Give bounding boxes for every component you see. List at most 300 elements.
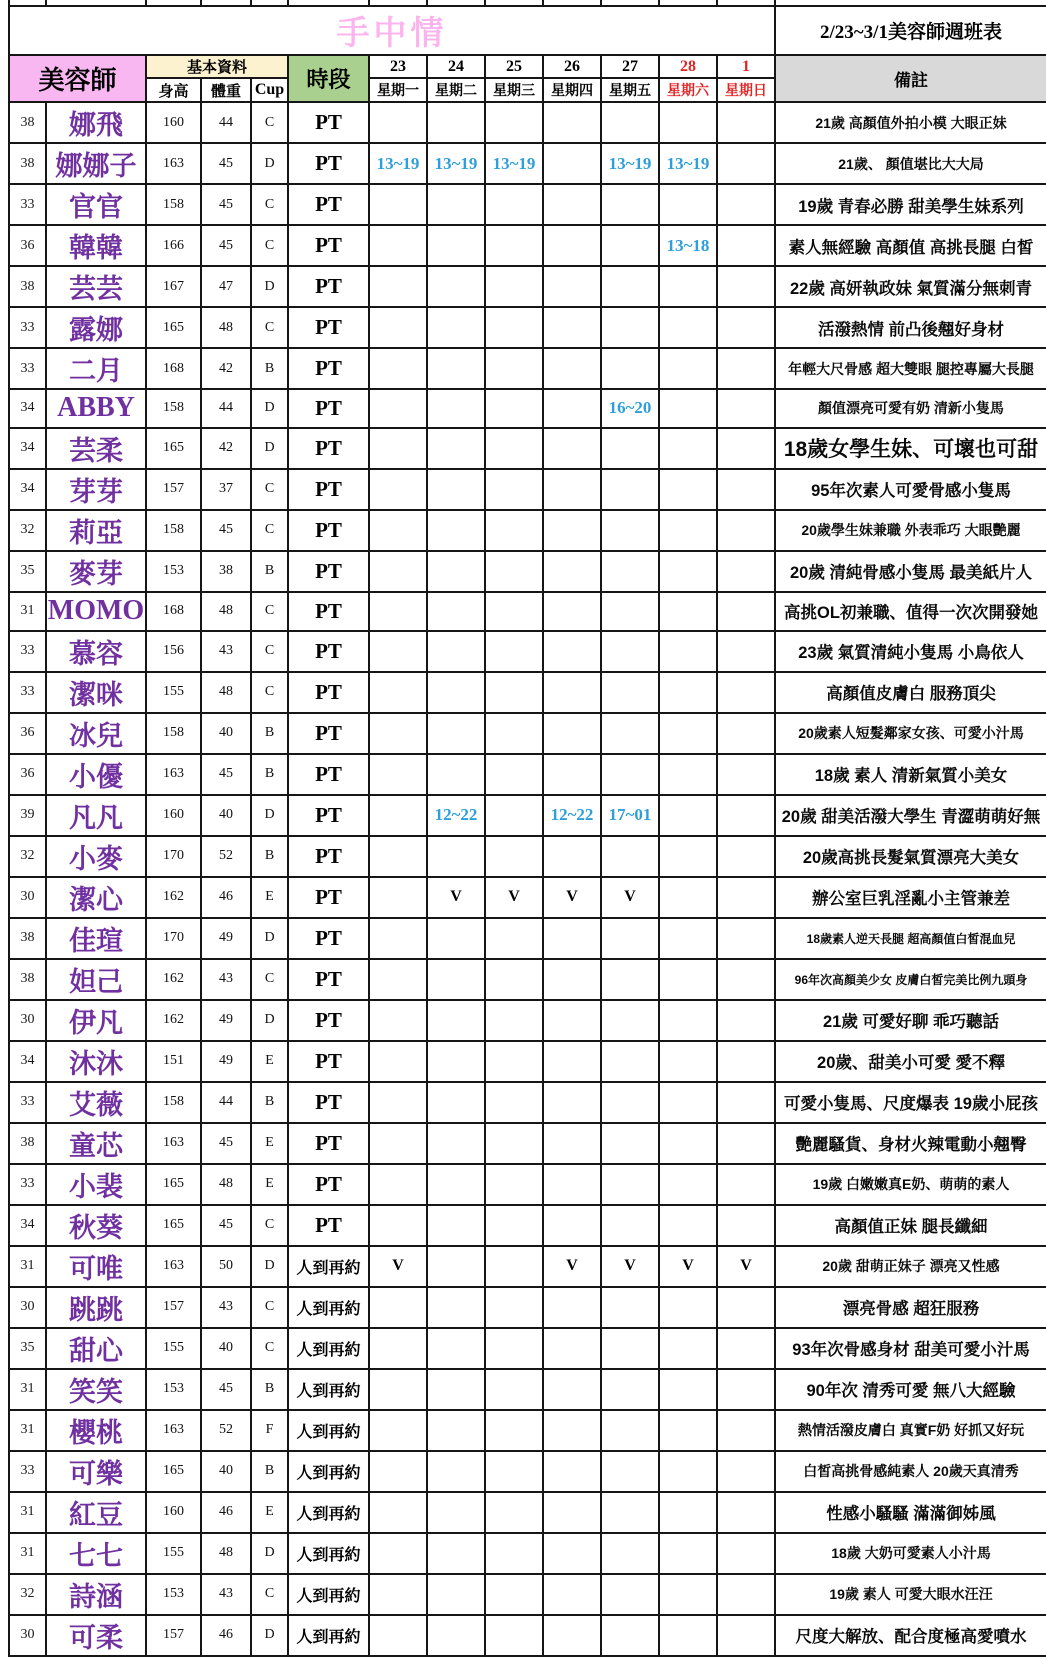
cup-value: F (251, 1410, 288, 1451)
roster-number: 34 (9, 469, 46, 510)
schedule-cell-day4 (543, 1287, 601, 1328)
schedule-cell-day3 (485, 1492, 543, 1533)
beautician-name: 露娜 (46, 307, 146, 348)
height-value: 160 (146, 795, 201, 836)
schedule-cell-day3 (485, 348, 543, 389)
schedule-cell-day4 (543, 143, 601, 184)
schedule-cell-day6 (659, 1410, 717, 1451)
height-value: 163 (146, 754, 201, 795)
beautician-name: 童芯 (46, 1123, 146, 1164)
beautician-name: 凡凡 (46, 795, 146, 836)
schedule-cell-day7 (717, 1369, 775, 1410)
note-text: 90年次 清秀可愛 無八大經驗 (775, 1369, 1046, 1410)
weight-value: 43 (201, 1287, 251, 1328)
timeslot-label: 人到再約 (288, 1246, 369, 1287)
cup-value: D (251, 918, 288, 959)
roster-number: 32 (9, 510, 46, 551)
schedule-cell-day3 (485, 1205, 543, 1246)
title-row (9, 6, 1046, 55)
column-header-basic-info: 基本資料 (146, 55, 288, 78)
timeslot-label: 人到再約 (288, 1451, 369, 1492)
note-text: 19歲 白嫩嫩真E奶、萌萌的素人 (775, 1164, 1046, 1205)
schedule-cell-day3: V (485, 877, 543, 918)
schedule-cell-day1 (369, 754, 427, 795)
schedule-cell-day2 (427, 510, 485, 551)
schedule-cell-day2: 13~19 (427, 143, 485, 184)
schedule-cell-day3 (485, 1410, 543, 1451)
schedule-cell-day7 (717, 1533, 775, 1574)
note-text: 95年次素人可愛骨感小隻馬 (775, 469, 1046, 510)
schedule-cell-day3 (485, 836, 543, 877)
roster-number: 38 (9, 266, 46, 307)
schedule-cell-day3 (485, 1287, 543, 1328)
schedule-cell-day3 (485, 469, 543, 510)
schedule-cell-day4: V (543, 877, 601, 918)
height-value: 163 (146, 1246, 201, 1287)
note-text: 白皙高挑骨感純素人 20歲天真清秀 (775, 1451, 1046, 1492)
schedule-cell-day2 (427, 1041, 485, 1082)
beautician-name: 麥芽 (46, 551, 146, 592)
schedule-cell-day2 (427, 102, 485, 143)
schedule-cell-day6 (659, 1287, 717, 1328)
schedule-cell-day3 (485, 795, 543, 836)
height-value: 155 (146, 1533, 201, 1574)
schedule-cell-day4 (543, 713, 601, 754)
note-text: 18歲女學生妹、可壞也可甜 (775, 428, 1046, 469)
schedule-cell-day1 (369, 469, 427, 510)
note-text: 22歲 高妍執政妹 氣質滿分無刺青 (775, 266, 1046, 307)
schedule-cell-day6 (659, 1164, 717, 1205)
schedule-cell-day6 (659, 1492, 717, 1533)
schedule-cell-day6: 13~19 (659, 143, 717, 184)
schedule-cell-day4 (543, 754, 601, 795)
cup-value: B (251, 1369, 288, 1410)
schedule-cell-day5 (601, 307, 659, 348)
schedule-cell-day7 (717, 551, 775, 592)
schedule-cell-day6 (659, 918, 717, 959)
schedule-cell-day3 (485, 389, 543, 428)
table-row (9, 1615, 1046, 1656)
schedule-cell-day1 (369, 1451, 427, 1492)
beautician-name: 娜娜子 (46, 143, 146, 184)
table-row (9, 1041, 1046, 1082)
schedule-cell-day3 (485, 592, 543, 631)
schedule-cell-day6 (659, 1328, 717, 1369)
cup-value: C (251, 672, 288, 713)
schedule-cell-day4 (543, 592, 601, 631)
schedule-cell-day4 (543, 510, 601, 551)
schedule-cell-day4 (543, 1123, 601, 1164)
note-text: 尺度大解放、配合度極高愛噴水 (775, 1615, 1046, 1656)
schedule-cell-day1 (369, 1328, 427, 1369)
schedule-cell-day2 (427, 1164, 485, 1205)
schedule-cell-day5 (601, 102, 659, 143)
schedule-cell-day2 (427, 469, 485, 510)
timeslot-label: PT (288, 1164, 369, 1205)
beautician-name: 可樂 (46, 1451, 146, 1492)
table-row (9, 836, 1046, 877)
schedule-cell-day6 (659, 510, 717, 551)
schedule-cell-day2 (427, 1328, 485, 1369)
schedule-cell-day3 (485, 1123, 543, 1164)
table-row (9, 389, 1046, 428)
beautician-name: 芽芽 (46, 469, 146, 510)
column-header-notes: 備註 (775, 55, 1046, 102)
note-text: 辦公室巨乳淫亂小主管兼差 (775, 877, 1046, 918)
schedule-cell-day6 (659, 713, 717, 754)
note-text: 23歲 氣質清純小隻馬 小鳥依人 (775, 631, 1046, 672)
schedule-cell-day5 (601, 713, 659, 754)
note-text: 20歲學生妹兼職 外表乖巧 大眼艷麗 (775, 510, 1046, 551)
schedule-cell-day2 (427, 631, 485, 672)
roster-number: 33 (9, 1451, 46, 1492)
schedule-cell-day4 (543, 1041, 601, 1082)
header-date-row (9, 55, 1046, 78)
timeslot-label: PT (288, 184, 369, 225)
schedule-cell-day5 (601, 428, 659, 469)
schedule-cell-day5 (601, 1205, 659, 1246)
roster-number: 35 (9, 551, 46, 592)
schedule-cell-day1 (369, 184, 427, 225)
note-text: 19歲 青春必勝 甜美學生妹系列 (775, 184, 1046, 225)
schedule-cell-day2 (427, 1615, 485, 1656)
schedule-cell-day6 (659, 754, 717, 795)
schedule-cell-day3 (485, 631, 543, 672)
table-row (9, 1246, 1046, 1287)
weight-value: 45 (201, 1369, 251, 1410)
schedule-cell-day1 (369, 1492, 427, 1533)
height-value: 153 (146, 1574, 201, 1615)
table-row (9, 102, 1046, 143)
schedule-cell-day4 (543, 1328, 601, 1369)
table-row (9, 1451, 1046, 1492)
schedule-cell-day6 (659, 959, 717, 1000)
schedule-cell-day7 (717, 1492, 775, 1533)
schedule-cell-day4 (543, 1164, 601, 1205)
schedule-cell-day6 (659, 1533, 717, 1574)
schedule-cell-day5: 16~20 (601, 389, 659, 428)
column-header-cup: Cup (251, 78, 288, 102)
schedule-cell-day5 (601, 469, 659, 510)
timeslot-label: 人到再約 (288, 1410, 369, 1451)
cup-value: C (251, 225, 288, 266)
weekday-wed: 星期三 (485, 78, 543, 102)
schedule-cell-day2 (427, 836, 485, 877)
schedule-cell-day1 (369, 1205, 427, 1246)
table-row (9, 754, 1046, 795)
schedule-cell-day1 (369, 1615, 427, 1656)
roster-number: 32 (9, 836, 46, 877)
schedule-cell-day3 (485, 1533, 543, 1574)
schedule-cell-day5: 17~01 (601, 795, 659, 836)
timeslot-label: PT (288, 307, 369, 348)
beautician-name: 可柔 (46, 1615, 146, 1656)
height-value: 165 (146, 1164, 201, 1205)
schedule-cell-day5 (601, 1000, 659, 1041)
schedule-cell-day7 (717, 1615, 775, 1656)
cup-value: E (251, 1041, 288, 1082)
schedule-cell-day7 (717, 672, 775, 713)
table-row (9, 959, 1046, 1000)
height-value: 155 (146, 1328, 201, 1369)
height-value: 163 (146, 1123, 201, 1164)
schedule-cell-day1 (369, 1164, 427, 1205)
roster-number: 36 (9, 225, 46, 266)
schedule-cell-day5 (601, 551, 659, 592)
height-value: 167 (146, 266, 201, 307)
schedule-cell-day3 (485, 1082, 543, 1123)
schedule-cell-day7 (717, 713, 775, 754)
roster-number: 30 (9, 1615, 46, 1656)
cup-value: C (251, 1574, 288, 1615)
height-value: 153 (146, 551, 201, 592)
schedule-cell-day2 (427, 266, 485, 307)
schedule-cell-day3 (485, 1451, 543, 1492)
schedule-cell-day7 (717, 143, 775, 184)
schedule-cell-day1 (369, 1123, 427, 1164)
beautician-name: 笑笑 (46, 1369, 146, 1410)
schedule-cell-day2 (427, 592, 485, 631)
schedule-cell-day6 (659, 592, 717, 631)
day-date-fri: 27 (601, 55, 659, 78)
beautician-name: 佳瑄 (46, 918, 146, 959)
beautician-name: 潔心 (46, 877, 146, 918)
schedule-cell-day4 (543, 551, 601, 592)
schedule-cell-day3 (485, 918, 543, 959)
weight-value: 42 (201, 348, 251, 389)
schedule-cell-day5 (601, 225, 659, 266)
beautician-name: 潔咪 (46, 672, 146, 713)
schedule-cell-day6 (659, 102, 717, 143)
height-value: 163 (146, 143, 201, 184)
schedule-cell-day5 (601, 918, 659, 959)
cup-value: B (251, 551, 288, 592)
timeslot-label: PT (288, 102, 369, 143)
schedule-cell-day6 (659, 1615, 717, 1656)
beautician-name: 跳跳 (46, 1287, 146, 1328)
note-text: 高顏值皮膚白 服務頂尖 (775, 672, 1046, 713)
schedule-cell-day6: V (659, 1246, 717, 1287)
roster-number: 36 (9, 713, 46, 754)
beautician-name: 紅豆 (46, 1492, 146, 1533)
timeslot-label: PT (288, 510, 369, 551)
note-text: 可愛小隻馬、尺度爆表 19歲小屁孩 (775, 1082, 1046, 1123)
weight-value: 48 (201, 1533, 251, 1574)
schedule-cell-day1 (369, 592, 427, 631)
weight-value: 43 (201, 959, 251, 1000)
table-row (9, 1082, 1046, 1123)
cup-value: B (251, 713, 288, 754)
roster-number: 31 (9, 1246, 46, 1287)
schedule-cell-day5: 13~19 (601, 143, 659, 184)
cup-value: C (251, 1287, 288, 1328)
note-text: 21歲 可愛好聊 乖巧聽話 (775, 1000, 1046, 1041)
note-text: 18歲 素人 清新氣質小美女 (775, 754, 1046, 795)
beautician-name: 詩涵 (46, 1574, 146, 1615)
schedule-cell-day3 (485, 713, 543, 754)
schedule-cell-day6 (659, 877, 717, 918)
schedule-cell-day7 (717, 1205, 775, 1246)
height-value: 153 (146, 1369, 201, 1410)
schedule-cell-day2 (427, 672, 485, 713)
cup-value: B (251, 754, 288, 795)
schedule-cell-day7 (717, 1574, 775, 1615)
schedule-cell-day7 (717, 510, 775, 551)
note-text: 年輕大尺骨感 超大雙眼 腿控專屬大長腿 (775, 348, 1046, 389)
beautician-name: 芸柔 (46, 428, 146, 469)
schedule-cell-day2 (427, 1533, 485, 1574)
schedule-cell-day5 (601, 348, 659, 389)
schedule-cell-day7 (717, 1410, 775, 1451)
schedule-cell-day2 (427, 1451, 485, 1492)
note-text: 93年次骨感身材 甜美可愛小汁馬 (775, 1328, 1046, 1369)
schedule-cell-day4 (543, 1082, 601, 1123)
cup-value: E (251, 1123, 288, 1164)
day-date-wed: 25 (485, 55, 543, 78)
schedule-cell-day3 (485, 1615, 543, 1656)
weight-value: 46 (201, 1492, 251, 1533)
timeslot-label: 人到再約 (288, 1287, 369, 1328)
schedule-cell-day5 (601, 1533, 659, 1574)
roster-number: 38 (9, 959, 46, 1000)
height-value: 158 (146, 184, 201, 225)
weekday-tue: 星期二 (427, 78, 485, 102)
roster-number: 32 (9, 1574, 46, 1615)
schedule-cell-day7 (717, 592, 775, 631)
roster-number: 33 (9, 184, 46, 225)
cup-value: C (251, 184, 288, 225)
height-value: 151 (146, 1041, 201, 1082)
schedule-cell-day1 (369, 877, 427, 918)
schedule-cell-day5 (601, 1615, 659, 1656)
weight-value: 45 (201, 143, 251, 184)
schedule-cell-day5 (601, 266, 659, 307)
table-row (9, 1205, 1046, 1246)
schedule-cell-day2 (427, 713, 485, 754)
beautician-name: 小優 (46, 754, 146, 795)
cup-value: B (251, 1451, 288, 1492)
cup-value: D (251, 1533, 288, 1574)
beautician-name: 娜飛 (46, 102, 146, 143)
schedule-cell-day3 (485, 428, 543, 469)
table-row (9, 469, 1046, 510)
schedule-cell-day2 (427, 551, 485, 592)
table-row (9, 1287, 1046, 1328)
timeslot-label: PT (288, 1000, 369, 1041)
column-header-beautician: 美容師 (9, 55, 146, 102)
schedule-cell-day7 (717, 631, 775, 672)
weight-value: 43 (201, 1574, 251, 1615)
weight-value: 49 (201, 1000, 251, 1041)
cup-value: C (251, 469, 288, 510)
roster-number: 30 (9, 877, 46, 918)
cup-value: C (251, 510, 288, 551)
cup-value: B (251, 1082, 288, 1123)
schedule-cell-day3 (485, 959, 543, 1000)
cup-value: E (251, 877, 288, 918)
beautician-name: 芸芸 (46, 266, 146, 307)
height-value: 162 (146, 959, 201, 1000)
height-value: 155 (146, 672, 201, 713)
cup-value: C (251, 307, 288, 348)
cup-value: C (251, 1328, 288, 1369)
schedule-cell-day2 (427, 1123, 485, 1164)
schedule-cell-day1 (369, 1369, 427, 1410)
timeslot-label: PT (288, 389, 369, 428)
weight-value: 48 (201, 592, 251, 631)
weight-value: 45 (201, 225, 251, 266)
schedule-cell-day6 (659, 184, 717, 225)
schedule-cell-day4: 12~22 (543, 795, 601, 836)
schedule-cell-day1: 13~19 (369, 143, 427, 184)
cup-value: C (251, 1205, 288, 1246)
beautician-name: 官官 (46, 184, 146, 225)
roster-number: 33 (9, 1164, 46, 1205)
schedule-cell-day3: 13~19 (485, 143, 543, 184)
schedule-cell-day1 (369, 672, 427, 713)
note-text: 素人無經驗 高顏值 高挑長腿 白皙 (775, 225, 1046, 266)
weight-value: 49 (201, 918, 251, 959)
schedule-cell-day3 (485, 672, 543, 713)
schedule-cell-day3 (485, 102, 543, 143)
schedule-cell-day3 (485, 754, 543, 795)
schedule-cell-day7 (717, 102, 775, 143)
schedule-cell-day2: V (427, 877, 485, 918)
day-date-sat: 28 (659, 55, 717, 78)
timeslot-label: PT (288, 959, 369, 1000)
height-value: 160 (146, 1492, 201, 1533)
beautician-name: 七七 (46, 1533, 146, 1574)
schedule-cell-day1 (369, 225, 427, 266)
note-text: 顏值漂亮可愛有奶 清新小隻馬 (775, 389, 1046, 428)
table-row (9, 795, 1046, 836)
schedule-cell-day6 (659, 428, 717, 469)
note-text: 活潑熱情 前凸後翹好身材 (775, 307, 1046, 348)
schedule-cell-day4 (543, 836, 601, 877)
weight-value: 47 (201, 266, 251, 307)
schedule-cell-day4 (543, 225, 601, 266)
schedule-cell-day1 (369, 795, 427, 836)
weight-value: 37 (201, 469, 251, 510)
schedule-cell-day2 (427, 754, 485, 795)
roster-number: 34 (9, 428, 46, 469)
timeslot-label: PT (288, 795, 369, 836)
table-row (9, 672, 1046, 713)
roster-number: 30 (9, 1287, 46, 1328)
schedule-cell-day5 (601, 1574, 659, 1615)
schedule-cell-day3 (485, 1164, 543, 1205)
schedule-cell-day7 (717, 225, 775, 266)
height-value: 158 (146, 389, 201, 428)
weight-value: 45 (201, 1123, 251, 1164)
schedule-cell-day5 (601, 184, 659, 225)
schedule-cell-day1 (369, 1410, 427, 1451)
schedule-cell-day5 (601, 754, 659, 795)
weekday-fri: 星期五 (601, 78, 659, 102)
schedule-cell-day7 (717, 469, 775, 510)
schedule-cell-day1 (369, 102, 427, 143)
table-row (9, 1574, 1046, 1615)
schedule-cell-day4 (543, 631, 601, 672)
schedule-cell-day3 (485, 1328, 543, 1369)
schedule-cell-day1 (369, 918, 427, 959)
schedule-cell-day6 (659, 1574, 717, 1615)
schedule-cell-day4 (543, 959, 601, 1000)
cup-value: D (251, 389, 288, 428)
timeslot-label: 人到再約 (288, 1615, 369, 1656)
roster-number: 30 (9, 1000, 46, 1041)
height-value: 170 (146, 836, 201, 877)
